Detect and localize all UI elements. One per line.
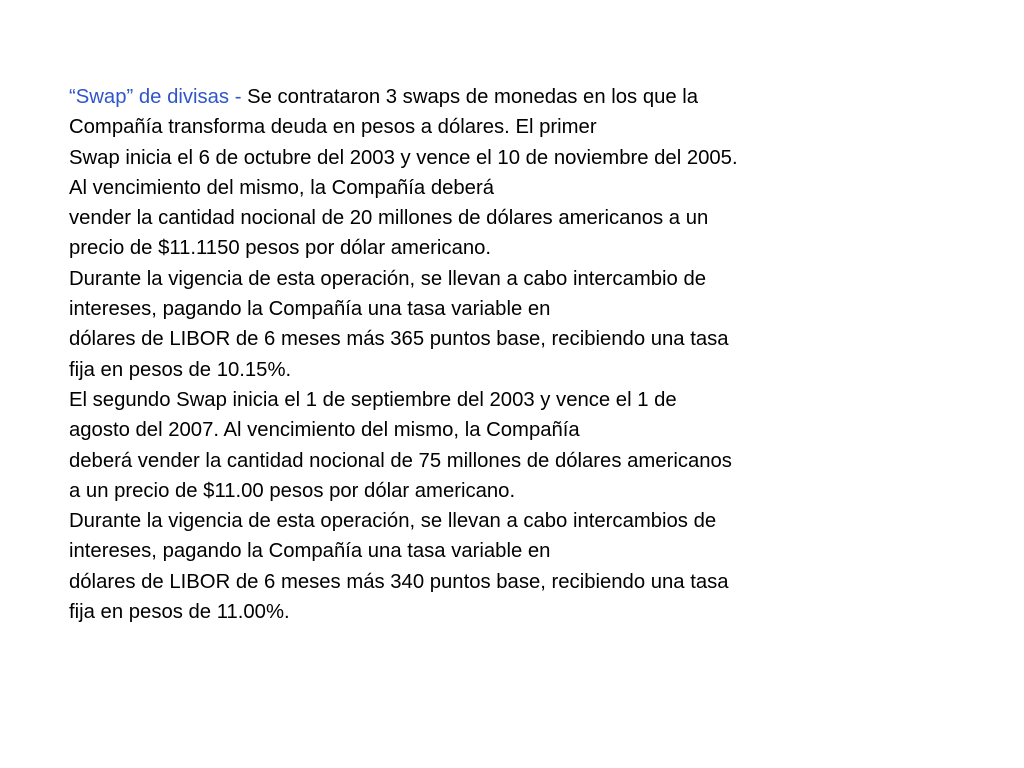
body-text: vender la cantidad nocional de 20 millones de dólares americanos a un bbox=[69, 207, 709, 230]
body-text: agosto del 2007. Al vencimiento del mismo, la Compañía bbox=[69, 419, 580, 442]
body-text: a un precio de $11.00 pesos por dólar americano. bbox=[69, 479, 516, 502]
text-line-1 bbox=[69, 82, 969, 112]
body-text: Se contrataron 3 swaps de monedas en los que la bbox=[247, 86, 699, 108]
body-text: Durante la vigencia de esta operación, se llevan a cabo intercambios de bbox=[69, 510, 717, 533]
body-text: intereses, pagando la Compañía una tasa variable en bbox=[69, 540, 551, 563]
section-heading: “Swap” de divisas - bbox=[69, 86, 248, 108]
body-text: dólares de LIBOR de 6 meses más 365 puntos base, recibiendo una tasa bbox=[69, 328, 729, 351]
slide-text-block bbox=[69, 82, 969, 627]
body-text: Swap inicia el 6 de octubre del 2003 y vence el 10 de noviembre del 2005. bbox=[69, 146, 738, 169]
body-text: fija en pesos de 10.15%. bbox=[69, 358, 292, 381]
body-text: deberá vender la cantidad nocional de 75 millones de dólares americanos bbox=[69, 449, 732, 472]
body-text: Al vencimiento del mismo, la Compañía deberá bbox=[69, 176, 494, 199]
body-text: Compañía transforma deuda en pesos a dólares. El primer bbox=[69, 116, 597, 139]
body-text: El segundo Swap inicia el 1 de septiembre del 2003 y vence el 1 de bbox=[69, 388, 677, 411]
body-text: intereses, pagando la Compañía una tasa variable en bbox=[69, 298, 551, 321]
body-text: dólares de LIBOR de 6 meses más 340 puntos base, recibiendo una tasa bbox=[69, 570, 729, 593]
body-text: Durante la vigencia de esta operación, se llevan a cabo intercambio de bbox=[69, 267, 706, 290]
body-text: precio de $11.1150 pesos por dólar americano. bbox=[69, 237, 492, 260]
body-text: fija en pesos de 11.00%. bbox=[69, 601, 290, 624]
